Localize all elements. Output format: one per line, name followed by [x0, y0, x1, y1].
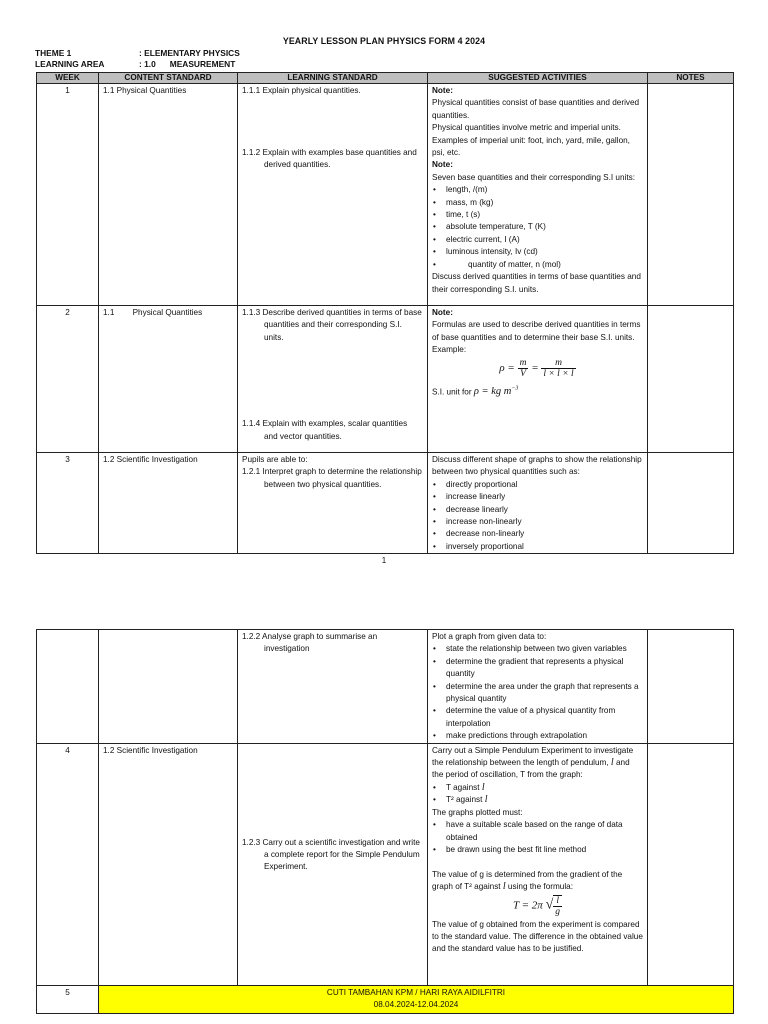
learning-standard-item: 1.1.1 Explain physical quantities.	[242, 86, 361, 95]
table-row	[37, 985, 734, 1013]
list-item: • absolute temperature, T (K)	[432, 221, 643, 233]
list-item: • determine the area under the graph that represents a physical quantity	[432, 681, 643, 706]
activity-text: Carry out a Simple Pendulum Experiment to investigate the relationship between the length of pendulum, l and the period of oscillation, T from the graph:	[432, 745, 634, 780]
list-item: • be drawn using the best fit line method	[432, 844, 643, 856]
week-cell: 3	[37, 453, 99, 554]
week-cell: 1	[37, 84, 99, 306]
list-item: • state the relationship between two given variables	[432, 643, 643, 655]
list-item: • quantity of matter, n (mol)	[432, 259, 643, 271]
list-item: • decrease non-linearly	[432, 528, 643, 540]
list-item: • inversely proportional	[432, 541, 643, 553]
content-standard-cell: 1.1 Physical Quantities	[99, 306, 238, 453]
list-item: • luminous intensity, Iv (cd)	[432, 246, 643, 258]
notes-cell	[648, 84, 734, 306]
activity-text: Seven base quantities and their corresponding S.I units:	[432, 172, 635, 182]
activity-text: The value of g obtained from the experiment is compared to the standard value. The difference in the obtained value and the standard value has to be justified.	[432, 919, 643, 954]
table-row	[37, 306, 734, 453]
week-cell	[37, 630, 99, 744]
list-item: • directly proportional	[432, 479, 643, 491]
theme-value: : ELEMENTARY PHYSICS	[139, 48, 240, 58]
learning-standard-cell	[238, 453, 428, 554]
learning-standard-cell	[238, 84, 428, 306]
list-item: • increase linearly	[432, 491, 643, 503]
activity-text: Physical quantities consist of base quantities and derived quantities.	[432, 98, 640, 120]
list-item: • length, /(m)	[432, 184, 643, 196]
activity-text: The graphs plotted must:	[432, 807, 523, 817]
learning-area-value: : 1.0 MEASUREMENT	[139, 59, 236, 69]
list-item: • T against l	[432, 782, 643, 794]
table-row	[37, 84, 734, 306]
learning-standard-item: 1.1.2 Explain with examples base quantities and derived quantities.	[242, 147, 417, 170]
learning-standard-cell	[238, 630, 428, 744]
notes-cell	[648, 306, 734, 453]
suggested-activities-cell	[428, 453, 648, 554]
suggested-activities-cell	[428, 630, 648, 744]
content-standard-cell: 1.1 Physical Quantities	[99, 84, 238, 306]
col-header-week: WEEK	[37, 73, 99, 84]
list-item: • increase non-linearly	[432, 516, 643, 528]
col-header-content-standard: CONTENT STANDARD	[99, 73, 238, 84]
activity-text: S.I. unit for ρ = kg $m^{-3}$	[432, 385, 519, 398]
graph-requirements-list	[432, 819, 643, 856]
learning-standard-cell	[238, 743, 428, 985]
document-title: YEARLY LESSON PLAN PHYSICS FORM 4 2024	[282, 36, 486, 46]
learning-standard-item: 1.1.4 Explain with examples, scalar quantities and vector quantities.	[242, 419, 408, 441]
activity-text: Discuss different shape of graphs to show the relationship between two physical quantities such as:	[432, 455, 642, 477]
learning-standard-item: 1.2.1 Interpret graph to determine the relationship between two physical quantities.	[242, 467, 422, 489]
content-standard-cell: 1.2 Scientific Investigation	[99, 453, 238, 554]
list-item: • determine the value of a physical quantity from interpolation	[432, 705, 643, 730]
holiday-dates: 08.04.2024-12.04.2024	[373, 1000, 459, 1010]
notes-cell	[648, 453, 734, 554]
week-cell: 2	[37, 306, 99, 453]
density-formula: ρ = $\frac{m}{V}$ = $\frac{m}{l \times l \times l}$	[499, 357, 574, 379]
table-header-row	[37, 73, 734, 84]
learning-standard-cell	[238, 306, 428, 453]
density-unit: ρ = kg $m^{-3}$	[473, 385, 519, 398]
base-quantities-list	[432, 184, 643, 271]
page-number: 1	[381, 556, 387, 565]
graph-shapes-list	[432, 479, 643, 553]
learning-standard-intro: Pupils are able to:	[242, 455, 308, 464]
list-item: • decrease linearly	[432, 504, 643, 516]
learning-standard-item: 1.2.3 Carry out a scientific investigation and write a complete report for the Simple Pendulum Experiment.	[242, 837, 420, 872]
col-header-notes: NOTES	[648, 73, 734, 84]
list-item: • T² against l	[432, 794, 643, 806]
col-header-learning-standard: LEARNING STANDARD	[238, 73, 428, 84]
list-item: • electric current, I (A)	[432, 234, 643, 246]
activity-text: Examples of imperial unit: foot, inch, yard, mile, gallon, psi, etc.	[432, 135, 630, 158]
theme-line	[35, 48, 240, 58]
graph-analysis-list	[432, 643, 643, 742]
list-item: • determine the gradient that represents a physical quantity	[432, 656, 643, 681]
note-label: Note:	[432, 160, 453, 170]
list-item: • mass, m (kg)	[432, 197, 643, 209]
lesson-plan-table-page-1	[36, 72, 734, 554]
suggested-activities-cell	[428, 84, 648, 306]
week-cell: 5	[37, 985, 99, 1013]
activity-text: Physical quantities involve metric and imperial units.	[432, 123, 621, 133]
suggested-activities-cell	[428, 306, 648, 453]
content-standard-cell: 1.2 Scientific Investigation	[99, 743, 238, 985]
week-cell: 4	[37, 743, 99, 985]
learning-standard-item: 1.1.3 Describe derived quantities in terms of base quantities and their corresponding S.I. units.	[242, 308, 422, 342]
holiday-title: CUTI TAMBAHAN KPM / HARI RAYA AIDILFITRI	[326, 987, 506, 997]
pendulum-formula: T = 2π √ $\frac{l}{g}$	[512, 895, 561, 917]
note-label: Note:	[432, 86, 453, 95]
col-header-suggested-activities: SUGGESTED ACTIVITIES	[428, 73, 648, 84]
activity-text: Discuss derived quantities in terms of base quantities and their corresponding S.I. units.	[432, 272, 641, 294]
learning-standard-item: 1.2.2 Analyse graph to summarise an investigation	[242, 632, 378, 654]
list-item: • make predictions through extrapolation	[432, 730, 643, 742]
notes-cell	[648, 743, 734, 985]
table-row	[37, 743, 734, 985]
learning-area-line	[35, 59, 235, 69]
pendulum-graphs-list	[432, 782, 643, 807]
notes-cell	[648, 630, 734, 744]
holiday-banner	[99, 985, 734, 1013]
lesson-plan-table-page-2	[36, 629, 734, 1014]
theme-key: THEME 1	[35, 48, 72, 58]
activity-text: Formulas are used to describe derived quantities in terms of base quantities and to determine their base S.I. units.	[432, 320, 641, 342]
table-row	[37, 630, 734, 744]
activity-text: The value of g is determined from the gradient of the graph of T² against l using the formula:	[432, 869, 623, 893]
note-label: Note:	[432, 308, 453, 317]
list-item: • time, t (s)	[432, 209, 643, 221]
content-standard-cell	[99, 630, 238, 744]
list-item: • have a suitable scale based on the range of data obtained	[432, 819, 643, 844]
activity-text: Plot a graph from given data to:	[432, 632, 547, 641]
activity-text: Example:	[432, 345, 467, 355]
table-row	[37, 453, 734, 554]
learning-area-key: LEARNING AREA	[35, 59, 105, 69]
suggested-activities-cell	[428, 743, 648, 985]
